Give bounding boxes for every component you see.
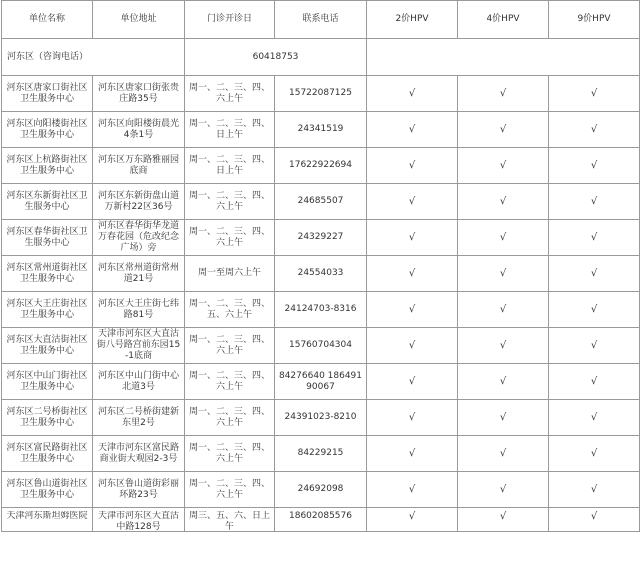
cell-address: 河东区万东路雅丽园底商 — [93, 148, 185, 184]
cell-hours: 周一、二、三、四、六上午 — [185, 364, 275, 400]
cell-address: 河东区春华街华龙道万春花园（危改纪念广场）旁 — [93, 220, 185, 256]
cell-name: 河东区春华街社区卫生服务中心 — [2, 220, 93, 256]
district-blank — [367, 39, 640, 76]
district-name: 河东区（咨询电话） — [2, 39, 185, 76]
cell-hpv9: √ — [549, 256, 640, 292]
cell-hours: 周一、二、三、四、六上午 — [185, 76, 275, 112]
cell-hours: 周一、二、三、四、五、六上午 — [185, 292, 275, 328]
cell-hpv4: √ — [458, 472, 549, 508]
cell-hpv9: √ — [549, 184, 640, 220]
cell-hpv4 — [458, 508, 549, 532]
cell-address: 河东区常州道街常州道21号 — [93, 256, 185, 292]
cell-hpv2-text: √ — [408, 511, 416, 522]
cell-hpv2: √ — [367, 256, 458, 292]
header-hpv9: 9价HPV — [549, 1, 640, 39]
cell-hpv2: √ — [367, 328, 458, 364]
cell-hpv9: √ — [549, 328, 640, 364]
cell-name-text: 天津河东斯坦姆医院 — [6, 511, 88, 521]
header-row — [2, 1, 640, 39]
cell-name: 河东区上杭路街社区卫生服务中心 — [2, 148, 93, 184]
cell-hpv4: √ — [458, 148, 549, 184]
cell-hours: 周一、二、三、四、六上午 — [185, 220, 275, 256]
cell-hours: 周一、二、三、四、日上午 — [185, 112, 275, 148]
cell-hours: 周一、二、三、四、六上午 — [185, 436, 275, 472]
cell-hpv9: √ — [549, 220, 640, 256]
table-row — [2, 328, 640, 364]
cell-name: 河东区中山门街社区卫生服务中心 — [2, 364, 93, 400]
table-row — [2, 76, 640, 112]
cell-hpv9: √ — [549, 292, 640, 328]
cell-address — [93, 508, 185, 532]
cell-phone-text: 18602085576 — [289, 511, 352, 521]
cell-hours: 周一、二、三、四、日上午 — [185, 148, 275, 184]
hpv-vaccine-table — [1, 0, 640, 532]
cell-phone: 24692098 — [275, 472, 367, 508]
cell-hpv4: √ — [458, 220, 549, 256]
cell-hpv4: √ — [458, 112, 549, 148]
cell-name: 河东区常州道街社区卫生服务中心 — [2, 256, 93, 292]
table-row — [2, 472, 640, 508]
cell-hpv2: √ — [367, 220, 458, 256]
cell-hpv4: √ — [458, 400, 549, 436]
cell-hpv4: √ — [458, 364, 549, 400]
cell-hours — [185, 508, 275, 532]
cell-address: 河东区唐家口街张贵庄路35号 — [93, 76, 185, 112]
cell-address: 河东区鲁山道街彩丽环路23号 — [93, 472, 185, 508]
cell-address: 天津市河东区大直沽街八号路宫前东园15-1底商 — [93, 328, 185, 364]
cell-address: 河东区东新街盘山道万新村22区36号 — [93, 184, 185, 220]
cell-address: 河东区向阳楼街晨光4条1号 — [93, 112, 185, 148]
cell-name: 河东区东新街社区卫生服务中心 — [2, 184, 93, 220]
header-hpv4: 4价HPV — [458, 1, 549, 39]
cell-name — [2, 508, 93, 532]
cell-hpv4: √ — [458, 256, 549, 292]
cell-hours: 周一至周六上午 — [185, 256, 275, 292]
cell-hpv9: √ — [549, 76, 640, 112]
cell-phone: 24329227 — [275, 220, 367, 256]
cell-hpv9: √ — [549, 112, 640, 148]
cell-hpv4-text: √ — [499, 511, 507, 522]
cell-hpv4: √ — [458, 328, 549, 364]
cell-hours-text: 周三、五、六、日上午 — [188, 511, 270, 531]
cell-hpv2: √ — [367, 148, 458, 184]
cell-hpv4: √ — [458, 292, 549, 328]
table-row — [2, 292, 640, 328]
cell-hpv2: √ — [367, 76, 458, 112]
cell-phone: 15760704304 — [275, 328, 367, 364]
cell-phone: 24124703-8316 — [275, 292, 367, 328]
cell-hpv2: √ — [367, 436, 458, 472]
cell-hpv4: √ — [458, 184, 549, 220]
header-address: 单位地址 — [93, 1, 185, 39]
cell-hpv9: √ — [549, 400, 640, 436]
cell-phone: 24685507 — [275, 184, 367, 220]
header-hpv2: 2价HPV — [367, 1, 458, 39]
cell-hours: 周一、二、三、四、六上午 — [185, 472, 275, 508]
cell-name: 河东区唐家口街社区卫生服务中心 — [2, 76, 93, 112]
cell-name: 河东区二号桥街社区卫生服务中心 — [2, 400, 93, 436]
cell-name: 河东区向阳楼街社区卫生服务中心 — [2, 112, 93, 148]
cell-hours: 周一、二、三、四、六上午 — [185, 328, 275, 364]
cell-hpv9 — [549, 508, 640, 532]
cell-hpv2: √ — [367, 292, 458, 328]
table-row — [2, 436, 640, 472]
cell-phone: 84229215 — [275, 436, 367, 472]
cell-phone: 24554033 — [275, 256, 367, 292]
district-phone: 60418753 — [185, 39, 367, 76]
table-row — [2, 148, 640, 184]
cell-hpv2: √ — [367, 472, 458, 508]
cell-phone: 24341519 — [275, 112, 367, 148]
cell-hpv2: √ — [367, 112, 458, 148]
table-row — [2, 364, 640, 400]
cell-phone — [275, 508, 367, 532]
cell-address-text: 天津市河东区大直沽中路128号 — [97, 511, 179, 531]
cell-name: 河东区大王庄街社区卫生服务中心 — [2, 292, 93, 328]
cell-address: 河东区大王庄街七纬路81号 — [93, 292, 185, 328]
cell-hpv9: √ — [549, 364, 640, 400]
cell-hpv9: √ — [549, 472, 640, 508]
cell-name: 河东区富民路街社区卫生服务中心 — [2, 436, 93, 472]
table-row — [2, 256, 640, 292]
cell-hpv2: √ — [367, 364, 458, 400]
cell-hours: 周一、二、三、四、六上午 — [185, 400, 275, 436]
cell-address: 河东区二号桥街建新东里2号 — [93, 400, 185, 436]
table-row — [2, 400, 640, 436]
header-phone: 联系电话 — [275, 1, 367, 39]
cell-name: 河东区大直沽街社区卫生服务中心 — [2, 328, 93, 364]
table-row — [2, 220, 640, 256]
cell-hpv2: √ — [367, 400, 458, 436]
district-row — [2, 39, 640, 76]
cell-phone: 84276640 18649190067 — [275, 364, 367, 400]
cell-hpv4: √ — [458, 436, 549, 472]
cell-hpv4: √ — [458, 76, 549, 112]
header-name: 单位名称 — [2, 1, 93, 39]
cell-hours: 周一、二、三、四、六上午 — [185, 184, 275, 220]
cell-address: 河东区中山门街中心北道3号 — [93, 364, 185, 400]
cell-hpv2 — [367, 508, 458, 532]
cell-phone: 15722087125 — [275, 76, 367, 112]
cell-address: 天津市河东区富民路商业街大观园2-3号 — [93, 436, 185, 472]
table-row — [2, 184, 640, 220]
cell-hpv9-text: √ — [590, 511, 598, 522]
header-hours: 门诊开诊日 — [185, 1, 275, 39]
cell-hpv2: √ — [367, 184, 458, 220]
cell-phone: 24391023-8210 — [275, 400, 367, 436]
cell-hpv9: √ — [549, 148, 640, 184]
cell-phone: 17622922694 — [275, 148, 367, 184]
cell-hpv9: √ — [549, 436, 640, 472]
table-row-partial — [2, 508, 640, 532]
table-row — [2, 112, 640, 148]
cell-name: 河东区鲁山道街社区卫生服务中心 — [2, 472, 93, 508]
